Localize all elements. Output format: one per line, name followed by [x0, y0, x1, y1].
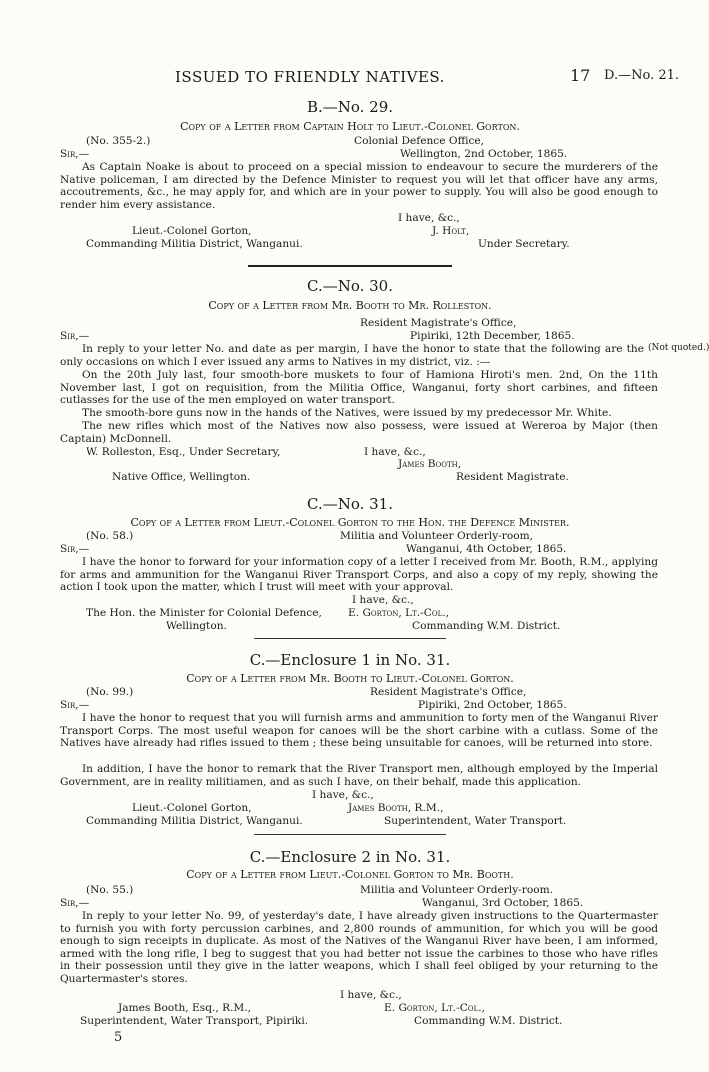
letter-addressee: Commanding Militia District, Wanganui.: [86, 238, 303, 250]
letter-salutation: Sir,—: [60, 897, 90, 909]
letter-subtitle: Copy of a Letter from Captain Holt to Lieut.-Colonel Gorton.: [180, 120, 520, 133]
margin-note: (Not quoted.): [648, 343, 709, 353]
letter-signature: E. Gorton, Lt.-Col.,: [384, 1002, 485, 1014]
letter-ref: (No. 58.): [86, 530, 134, 542]
running-title: ISSUED TO FRIENDLY NATIVES.: [175, 68, 445, 86]
letter-closing: I have, &c.,: [364, 446, 426, 458]
letter-addressee: Wellington.: [166, 620, 227, 632]
letter-closing: I have, &c.,: [398, 212, 460, 224]
letter-paragraph: On the 20th July last, four smooth-bore muskets to four of Hamiona Hiroti's men. 2nd, On the 11th November last, I got on requisition, from the Militia Office, Wanganui, forty short carbines, and fifteen cutlasses for the use of the men employed on water transport.: [60, 369, 658, 407]
letter-place-date: Pipiriki, 12th December, 1865.: [410, 330, 575, 342]
section-divider: [248, 265, 452, 267]
letter-signature: J. Holt,: [432, 225, 470, 237]
letter-office: Resident Magistrate's Office,: [370, 686, 527, 698]
letter-signature: E. Gorton, Lt.-Col.,: [348, 607, 449, 619]
letter-subtitle: Copy of a Letter from Lieut.-Colonel Gorton to Mr. Booth.: [186, 868, 514, 881]
letter-ref: (No. 99.): [86, 686, 134, 698]
letter-signature: Under Secretary.: [478, 238, 570, 250]
letter-place-date: Wellington, 2nd October, 1865.: [400, 148, 568, 160]
section-divider: [254, 638, 446, 639]
letter-office: Resident Magistrate's Office,: [360, 317, 517, 329]
letter-paragraph: In addition, I have the honor to remark that the River Transport men, although employed by the Imperial Government, are in reality militiamen, and as such I have, on their behalf, made this application.: [60, 763, 658, 788]
letter-paragraph: As Captain Noake is about to proceed on a special mission to endeavour to secure the murderers of the Native policeman, I am directed by the Defence Minister to request you will let that officer have any arms, accoutrements, &c., he may apply for, and which are in your power to supply. You will also be good enough to render him every assistance.: [60, 161, 658, 211]
letter-addressee: Commanding Militia District, Wanganui.: [86, 815, 303, 827]
letter-addressee: James Booth, Esq., R.M.,: [118, 1002, 252, 1014]
letter-ref: (No. 355-2.): [86, 135, 151, 147]
letter-signature: Commanding W.M. District.: [412, 620, 561, 632]
letter-signature: James Booth,: [398, 458, 462, 470]
letter-heading: C.—No. 30.: [307, 277, 393, 295]
letter-signature: Commanding W.M. District.: [414, 1015, 563, 1027]
letter-heading: C.—No. 31.: [307, 495, 393, 513]
doc-ref: D.—No. 21.: [604, 68, 680, 83]
letter-paragraph: In reply to your letter No. and date as per margin, I have the honor to state that the following are the only occasions on which I ever issued any arms to Natives in my district, viz. :—: [60, 343, 644, 368]
letter-addressee: The Hon. the Minister for Colonial Defence,: [86, 607, 322, 619]
letter-salutation: Sir,—: [60, 543, 90, 555]
letter-signature: James Booth, R.M.,: [348, 802, 444, 814]
letter-subtitle: Copy of a Letter from Mr. Booth to Lieut.-Colonel Gorton.: [186, 672, 514, 685]
letter-place-date: Pipiriki, 2nd October, 1865.: [418, 699, 567, 711]
letter-addressee: Native Office, Wellington.: [112, 471, 251, 483]
letter-heading: B.—No. 29.: [306, 98, 394, 116]
letter-subtitle: Copy of a Letter from Lieut.-Colonel Gorton to the Hon. the Defence Minister.: [130, 516, 570, 529]
letter-addressee: Lieut.-Colonel Gorton,: [132, 225, 252, 237]
letter-addressee: Superintendent, Water Transport, Pipiriki.: [80, 1015, 309, 1027]
section-divider: [254, 834, 446, 835]
letter-heading: C.—Enclosure 1 in No. 31.: [249, 651, 451, 669]
letter-signature: Superintendent, Water Transport.: [384, 815, 567, 827]
letter-office: Militia and Volunteer Orderly-room,: [340, 530, 533, 542]
letter-paragraph: The smooth-bore guns now in the hands of the Natives, were issued by my predecessor Mr. White.: [82, 407, 612, 419]
letter-salutation: Sir,—: [60, 699, 90, 711]
letter-place-date: Wanganui, 3rd October, 1865.: [422, 897, 584, 909]
letter-heading: C.—Enclosure 2 in No. 31.: [249, 848, 451, 866]
letter-paragraph: The new rifles which most of the Natives now also possess, were issued at Wereroa by Major (then Captain) McDonnell.: [60, 420, 658, 445]
letter-closing: I have, &c.,: [340, 989, 402, 1001]
letter-addressee: W. Rolleston, Esq., Under Secretary,: [86, 446, 281, 458]
letter-salutation: Sir,—: [60, 330, 90, 342]
letter-paragraph: In reply to your letter No. 99, of yesterday's date, I have already given instructions to the Quartermaster to furnish you with forty percussion carbines, and 2,800 rounds of ammunition, for which you will be good enough to sign receipts in duplicate. As most of the Natives of the Wanganui River have been, I am informed, armed with the long rifle, I beg to suggest that you had better not issue the carbines to those who have rifles in their possession until they give in the latter weapons, which I shall feel obliged by your returning to the Quartermaster's stores.: [60, 910, 658, 985]
letter-place-date: Wanganui, 4th October, 1865.: [406, 543, 567, 555]
letter-addressee: Lieut.-Colonel Gorton,: [132, 802, 252, 814]
letter-signature: Resident Magistrate.: [456, 471, 569, 483]
page-number: 17: [570, 66, 591, 85]
letter-ref: (No. 55.): [86, 884, 134, 896]
letter-paragraph: I have the honor to request that you will furnish arms and ammunition to forty men of the Wanganui River Transport Corps. The most useful weapon for canoes will be the short carbine with a cutlass. Some of the Natives have already had rifles issued to them ; these being unsuitable for canoes, will be returned into store.: [60, 712, 658, 750]
letter-office: Colonial Defence Office,: [354, 135, 485, 147]
signature-mark: 5: [114, 1030, 123, 1045]
letter-office: Militia and Volunteer Orderly-room.: [360, 884, 553, 896]
letter-subtitle: Copy of a Letter from Mr. Booth to Mr. Rolleston.: [208, 299, 492, 312]
letter-paragraph: I have the honor to forward for your information copy of a letter I received from Mr. Booth, R.M., applying for arms and ammunition for the Wanganui River Transport Corps, and also a copy of my reply, showing the action I took upon the matter, which I trust will meet with your approval.: [60, 556, 658, 594]
letter-closing: I have, &c.,: [352, 594, 414, 606]
letter-salutation: Sir,—: [60, 148, 90, 160]
letter-closing: I have, &c.,: [312, 789, 374, 801]
